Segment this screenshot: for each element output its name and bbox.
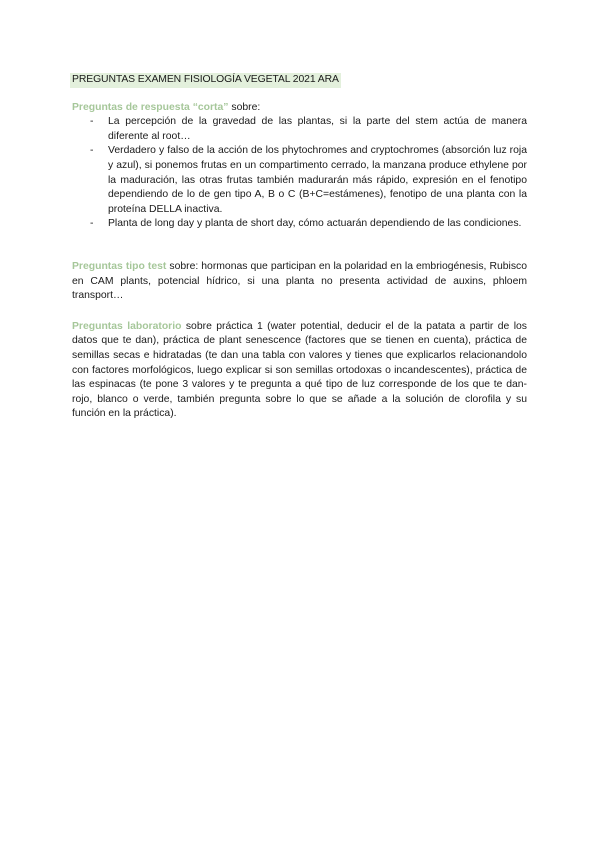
document-title: PREGUNTAS EXAMEN FISIOLOGÍA VEGETAL 2021 ARA xyxy=(70,73,341,88)
list-item-text: La percepción de la gravedad de las plantas, si la parte del stem actúa de manera diferente al root… xyxy=(108,116,527,142)
bullet-dash: - xyxy=(90,116,94,128)
list-item xyxy=(72,115,527,144)
short-answer-list xyxy=(72,115,527,232)
short-answer-label: Preguntas de respuesta “corta” xyxy=(72,101,229,113)
lab-questions-text: sobre práctica 1 (water potential, deducir el de la patata a partir de los datos que te dan), práctica de plant senescence (factores que se tienen en cuenta), práctica de semillas secas e hidratadas (te dan una tabla con valores y tienes que explicarlos relacionandolo con factores morfológicos, luego explicar si son semillas ortodoxas o incandescentes), práctica de las espinacas (te pone 3 valores y te pregunta a qué tipo de luz corresponde de los que te dan-rojo, blanco o verde, también pregunta sobre lo que se añade a la solución de clorofila y su función en la práctica). xyxy=(72,320,527,420)
document-title-line xyxy=(72,73,527,88)
bullet-dash: - xyxy=(90,145,94,157)
lab-questions-label: Preguntas laboratorio xyxy=(72,320,182,332)
short-answer-intro: sobre: xyxy=(228,101,261,113)
document-content xyxy=(72,73,527,422)
list-item-text: Verdadero y falso de la acción de los phytochromes and cryptochromes (absorción luz roja y azul), si ponemos frutas en un compartimento cerrado, la manzana produce ethylene por la maduración, las otras frutas también madurarán más rápido, expresión en el fenotipo dependiendo de lo de gen tipo A, B o C (B+C=estámenes), fenotipo de una planta con la proteína DELLA inactiva. xyxy=(108,145,527,215)
short-answer-section xyxy=(72,101,527,232)
test-questions-section xyxy=(72,260,527,304)
bullet-dash: - xyxy=(90,218,94,230)
lab-questions-section xyxy=(72,320,527,422)
list-item xyxy=(72,217,527,232)
test-questions-label: Preguntas tipo test xyxy=(72,260,167,272)
list-item xyxy=(72,144,527,217)
short-answer-heading xyxy=(72,101,527,116)
test-questions-text: sobre: hormonas que participan en la polaridad en la embriogénesis, Rubisco en CAM plants, potencial hídrico, si una planta no presenta actividad de auxins, phloem transport… xyxy=(72,260,527,302)
list-item-text: Planta de long day y planta de short day, cómo actuarán dependiendo de las condiciones. xyxy=(108,218,522,230)
